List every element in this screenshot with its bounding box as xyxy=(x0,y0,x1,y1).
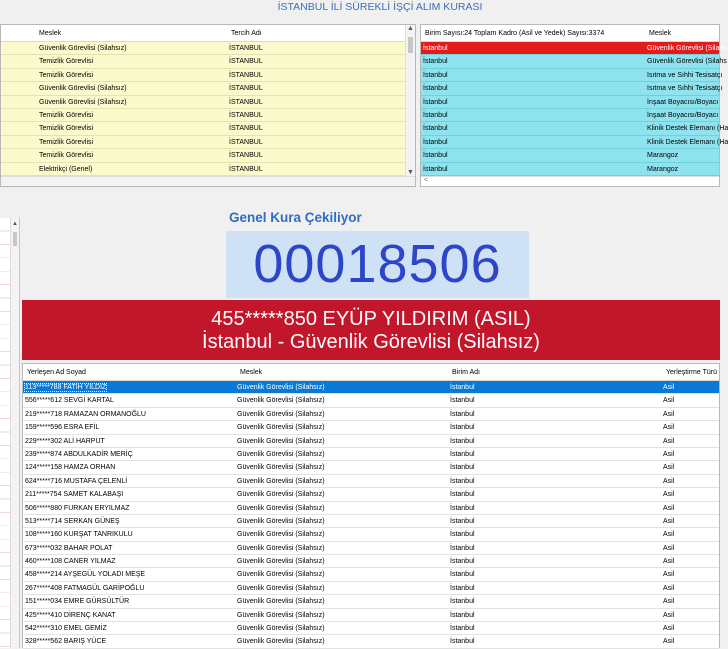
cell-name: 506*****880 FURKAN ERYILMAZ xyxy=(25,504,130,512)
scroll-up-icon[interactable]: ▲ xyxy=(12,221,18,227)
table-row[interactable] xyxy=(23,555,719,568)
table-row[interactable] xyxy=(1,82,415,95)
cell-name: 624*****716 MUSTAFA ÇELENLİ xyxy=(25,477,128,485)
cell-birim: İstanbul xyxy=(450,625,475,633)
table-body xyxy=(1,42,415,176)
cell-meslek: Temizlik Görevlisi xyxy=(39,58,94,66)
table-row[interactable] xyxy=(23,408,719,421)
cell-tur: Asil xyxy=(663,558,675,566)
table-body xyxy=(23,381,719,649)
cell-tercih: İSTANBUL xyxy=(229,58,263,66)
cell-birim: İstanbul xyxy=(450,584,475,592)
header-name[interactable]: Yerleşen Ad Soyad xyxy=(27,369,86,376)
cell-tur: Asil xyxy=(663,397,675,405)
cell-name: 542*****310 EMEL GEMİZ xyxy=(25,625,107,633)
cell-name: 556*****612 SEVGİ KARTAL xyxy=(25,397,114,405)
cell-birim: İstanbul xyxy=(450,491,475,499)
cell-tur: Asil xyxy=(663,450,675,458)
cell-birim: İstanbul xyxy=(450,638,475,646)
table-row[interactable] xyxy=(23,582,719,595)
cell-tercih: İSTANBUL xyxy=(229,98,263,106)
cell-meslek: Güvenlik Görevlisi (Silahsız) xyxy=(237,437,325,445)
cell-meslek: Güvenlik Görevlisi (Silahsız) xyxy=(237,558,325,566)
cell-tercih: İSTANBUL xyxy=(229,152,263,160)
winner-name: 455*****850 EYÜP YILDIRIM (ASIL) xyxy=(211,308,531,330)
draw-number: 00018506 xyxy=(253,234,502,294)
table-row[interactable] xyxy=(23,595,719,608)
cell-meslek: Elektrikçi (Genel) xyxy=(39,165,93,173)
header-meslek[interactable]: Meslek xyxy=(240,369,263,376)
table-body xyxy=(421,42,728,176)
cell-meslek: Güvenlik Görevlisi (Silahsız) xyxy=(39,45,127,52)
cell-name: 151*****034 EMRE GÜRSÜLTÜR xyxy=(25,598,130,606)
cell-birim: İstanbul xyxy=(423,85,448,93)
cell-meslek: Güvenlik Görevlisi (Silahsız) xyxy=(237,531,325,539)
table-row[interactable] xyxy=(421,69,723,82)
cell-tercih: İSTANBUL xyxy=(229,85,263,93)
table-row[interactable] xyxy=(23,488,719,501)
side-list-rows xyxy=(0,218,10,648)
cell-tur: Asil xyxy=(663,410,675,418)
cell-birim: İstanbul xyxy=(450,450,475,458)
table-row[interactable] xyxy=(23,568,719,581)
header-tur[interactable]: Yerleştirme Türü xyxy=(666,369,717,376)
cell-birim: İstanbul xyxy=(423,152,448,160)
unit-table[interactable] xyxy=(420,24,728,187)
scroll-thumb[interactable] xyxy=(13,232,17,246)
draw-number-box xyxy=(226,231,529,298)
cell-tur: Asil xyxy=(663,611,675,619)
results-table[interactable] xyxy=(22,363,720,648)
vertical-scrollbar[interactable] xyxy=(405,25,415,176)
cell-tur: Asil xyxy=(663,544,675,552)
header-tercih[interactable]: Tercih Adı xyxy=(231,30,262,37)
header-meslek[interactable]: Meslek xyxy=(39,30,62,37)
cell-birim: İstanbul xyxy=(450,410,475,418)
page-title: İSTANBUL İLİ SÜREKLİ İŞÇİ ALIM KURASI xyxy=(277,1,483,13)
table-row[interactable] xyxy=(23,635,719,648)
cell-meslek: Güvenlik Görevlisi (Silahsız) xyxy=(237,584,325,592)
cell-tur: Asil xyxy=(663,598,675,606)
cell-meslek: Güvenlik Görevlisi (Silahsız) xyxy=(237,464,325,472)
cell-birim: İstanbul xyxy=(423,111,448,119)
cell-name: 267*****408 FATMAGÜL GARİPOĞLU xyxy=(25,584,145,592)
cell-meslek: Temizlik Görevlisi xyxy=(39,138,94,146)
vertical-scrollbar[interactable] xyxy=(10,218,19,648)
table-row[interactable] xyxy=(421,55,727,68)
cell-birim: İstanbul xyxy=(450,598,475,606)
cell-meslek: Güvenlik Görevlisi (Silahsız) xyxy=(237,598,325,606)
cell-birim: İstanbul xyxy=(450,517,475,525)
table-row[interactable] xyxy=(1,136,415,149)
cell-meslek: İnşaat Boyacısı/Boyacı xyxy=(647,98,719,106)
table-row[interactable] xyxy=(1,42,415,55)
cell-birim: İstanbul xyxy=(450,464,475,472)
cell-tercih: İSTANBUL xyxy=(229,138,263,146)
cell-birim: İstanbul xyxy=(423,58,448,66)
cell-tercih: İSTANBUL xyxy=(229,165,263,173)
cell-meslek: Güvenlik Görevlisi (Silahsız) xyxy=(237,384,325,391)
cell-birim: İstanbul xyxy=(423,71,448,79)
table-row[interactable] xyxy=(23,609,719,622)
cell-meslek: Temizlik Görevlisi xyxy=(39,152,94,160)
cell-tur: Asil xyxy=(663,638,675,646)
cell-birim: İstanbul xyxy=(423,125,448,133)
cell-name: 513*****714 SERKAN GÜNEŞ xyxy=(25,517,120,525)
table-row[interactable] xyxy=(421,163,719,176)
cell-name: 229*****302 ALİ HARPUT xyxy=(25,437,105,445)
cell-tur: Asil xyxy=(663,384,675,391)
cell-meslek: Güvenlik Görevlisi (Silahsız) xyxy=(237,504,325,512)
cell-meslek: Güvenlik Görevlisi (Silahsız) xyxy=(237,477,325,485)
cell-tercih: İSTANBUL xyxy=(229,125,263,133)
table-row[interactable] xyxy=(23,448,719,461)
table-row[interactable] xyxy=(1,96,415,109)
winner-position: İstanbul - Güvenlik Görevlisi (Silahsız) xyxy=(202,331,540,353)
cell-birim: İstanbul xyxy=(450,424,475,432)
cell-birim: İstanbul xyxy=(423,165,448,173)
cell-meslek: Güvenlik Görevlisi (Silahs xyxy=(647,58,727,66)
cell-tur: Asil xyxy=(663,517,675,525)
cell-meslek: Güvenlik Görevlisi (Silahsız) xyxy=(39,98,127,106)
cell-name: 458*****214 AYŞEGÜL YOLADI MEŞE xyxy=(25,571,146,579)
cell-meslek: Güvenlik Görevlisi (Silahsız) xyxy=(237,397,325,405)
cell-name: 219*****718 RAMAZAN ORMANOĞLU xyxy=(25,410,146,418)
cell-meslek: Temizlik Görevlisi xyxy=(39,125,94,133)
cell-meslek: Güvenlik Görevlisi (Silahsız) xyxy=(237,491,325,499)
cell-meslek: Güvenlik Görevlisi (Silahsız) xyxy=(237,611,325,619)
table-row-selected[interactable] xyxy=(23,381,719,394)
cell-meslek: İnşaat Boyacısı/Boyacı xyxy=(647,111,719,119)
cell-birim: İstanbul xyxy=(450,504,475,512)
cell-tur: Asil xyxy=(663,491,675,499)
cell-tercih: İSTANBUL xyxy=(229,111,263,119)
cell-meslek: Marangoz xyxy=(647,152,679,160)
cell-meslek: Marangoz xyxy=(647,165,679,173)
cell-meslek: Klinik Destek Elemanı (Ha xyxy=(647,125,728,133)
cell-meslek: Klinik Destek Elemanı (Ha xyxy=(647,138,728,146)
cell-meslek: Isıtma ve Sıhhi Tesisatçı xyxy=(647,85,723,93)
horizontal-scrollbar[interactable] xyxy=(1,176,415,186)
cell-tur: Asil xyxy=(663,464,675,472)
cell-meslek: Temizlik Görevlisi xyxy=(39,111,94,119)
table-row[interactable] xyxy=(23,542,719,555)
table-row[interactable] xyxy=(1,109,415,122)
cell-birim: İstanbul xyxy=(450,571,475,579)
table-row[interactable] xyxy=(23,435,719,448)
cell-name: 113*****788 FATİH YILDIZ xyxy=(25,384,107,391)
cell-meslek: Güvenlik Görevlisi (Silahsız) xyxy=(237,638,325,646)
cell-tercih: İSTANBUL xyxy=(229,45,263,52)
cell-birim: İstanbul xyxy=(450,384,475,391)
cell-name: 108*****160 KURŞAT TANRIKULU xyxy=(25,531,133,539)
table-row[interactable] xyxy=(421,109,719,122)
cell-name: 425*****410 DİRENÇ KANAT xyxy=(25,611,116,619)
cell-meslek: Güvenlik Görevlisi (Silahsız) xyxy=(39,85,127,93)
table-row[interactable] xyxy=(1,163,415,176)
cell-birim: İstanbul xyxy=(450,397,475,405)
table-header xyxy=(1,25,415,42)
cell-meslek: Güvenlik Görevlisi (Silahsız) xyxy=(237,544,325,552)
table-row[interactable] xyxy=(1,55,415,68)
cell-tur: Asil xyxy=(663,504,675,512)
winner-banner xyxy=(22,300,720,360)
table-row[interactable] xyxy=(1,69,415,82)
cell-name: 211*****754 SAMET KALABAŞI xyxy=(25,491,124,499)
cell-birim: İstanbul xyxy=(423,98,448,106)
preference-table[interactable] xyxy=(0,24,416,187)
cell-tur: Asil xyxy=(663,571,675,579)
table-row[interactable] xyxy=(23,421,719,434)
cell-birim: İstanbul xyxy=(450,558,475,566)
cell-birim: İstanbul xyxy=(450,611,475,619)
table-row[interactable] xyxy=(23,394,719,407)
cell-birim: İstanbul xyxy=(423,45,448,52)
cell-birim: İstanbul xyxy=(450,477,475,485)
table-row[interactable] xyxy=(23,515,719,528)
table-row[interactable] xyxy=(421,149,719,162)
cell-meslek: Isıtma ve Sıhhi Tesisatçı xyxy=(647,71,723,79)
table-row[interactable] xyxy=(23,502,719,515)
cell-birim: İstanbul xyxy=(450,437,475,445)
cell-name: 239*****874 ABDULKADİR MERİÇ xyxy=(25,450,133,458)
cell-meslek: Güvenlik Görevlisi (Silahsız) xyxy=(237,424,325,432)
cell-meslek: Güvenlik Görevlisi (Silahs xyxy=(647,45,727,52)
cell-tur: Asil xyxy=(663,584,675,592)
cell-birim: İstanbul xyxy=(450,531,475,539)
cell-tercih: İSTANBUL xyxy=(229,71,263,79)
table-header xyxy=(23,364,719,381)
cell-name: 328*****562 BARIŞ YÜCE xyxy=(25,638,107,646)
cell-meslek: Güvenlik Görevlisi (Silahsız) xyxy=(237,410,325,418)
table-row[interactable] xyxy=(23,475,719,488)
header-birim-info: Birim Sayısı:24 Toplam Kadro (Asil ve Yedek) Sayısı:3374 xyxy=(425,30,605,37)
table-row-selected[interactable] xyxy=(421,42,727,55)
cell-tur: Asil xyxy=(663,531,675,539)
cell-meslek: Güvenlik Görevlisi (Silahsız) xyxy=(237,450,325,458)
table-row[interactable] xyxy=(421,122,728,135)
cell-birim: İstanbul xyxy=(423,138,448,146)
header-birim[interactable]: Birim Adı xyxy=(452,369,481,376)
cell-name: 673*****032 BAHAR POLAT xyxy=(25,544,113,552)
cell-meslek: Güvenlik Görevlisi (Silahsız) xyxy=(237,517,325,525)
table-row[interactable] xyxy=(421,136,728,149)
cell-name: 460*****108 CANER YILMAZ xyxy=(25,558,116,566)
table-row[interactable] xyxy=(23,622,719,635)
table-row[interactable] xyxy=(421,82,723,95)
table-row[interactable] xyxy=(1,149,415,162)
cell-birim: İstanbul xyxy=(450,544,475,552)
table-header xyxy=(421,25,719,42)
horizontal-scrollbar[interactable]: < xyxy=(421,176,719,186)
side-list[interactable] xyxy=(0,218,20,648)
scroll-down-icon[interactable]: ▼ xyxy=(407,169,414,176)
header-meslek[interactable]: Meslek xyxy=(649,30,672,37)
table-row[interactable] xyxy=(23,528,719,541)
table-row[interactable] xyxy=(1,122,415,135)
cell-tur: Asil xyxy=(663,477,675,485)
scroll-thumb[interactable] xyxy=(408,37,413,53)
cell-name: 124*****158 HAMZA ORHAN xyxy=(25,464,116,472)
cell-tur: Asil xyxy=(663,625,675,633)
scroll-up-icon[interactable]: ▲ xyxy=(407,25,414,32)
cell-meslek: Güvenlik Görevlisi (Silahsız) xyxy=(237,571,325,579)
cell-meslek: Temizlik Görevlisi xyxy=(39,71,94,79)
table-row[interactable] xyxy=(421,96,719,109)
cell-tur: Asil xyxy=(663,437,675,445)
table-row[interactable] xyxy=(23,461,719,474)
cell-name: 159*****596 ESRA EFİL xyxy=(25,424,100,432)
cell-meslek: Güvenlik Görevlisi (Silahsız) xyxy=(237,625,325,633)
draw-status-label: Genel Kura Çekiliyor xyxy=(229,210,362,225)
cell-tur: Asil xyxy=(663,424,675,432)
